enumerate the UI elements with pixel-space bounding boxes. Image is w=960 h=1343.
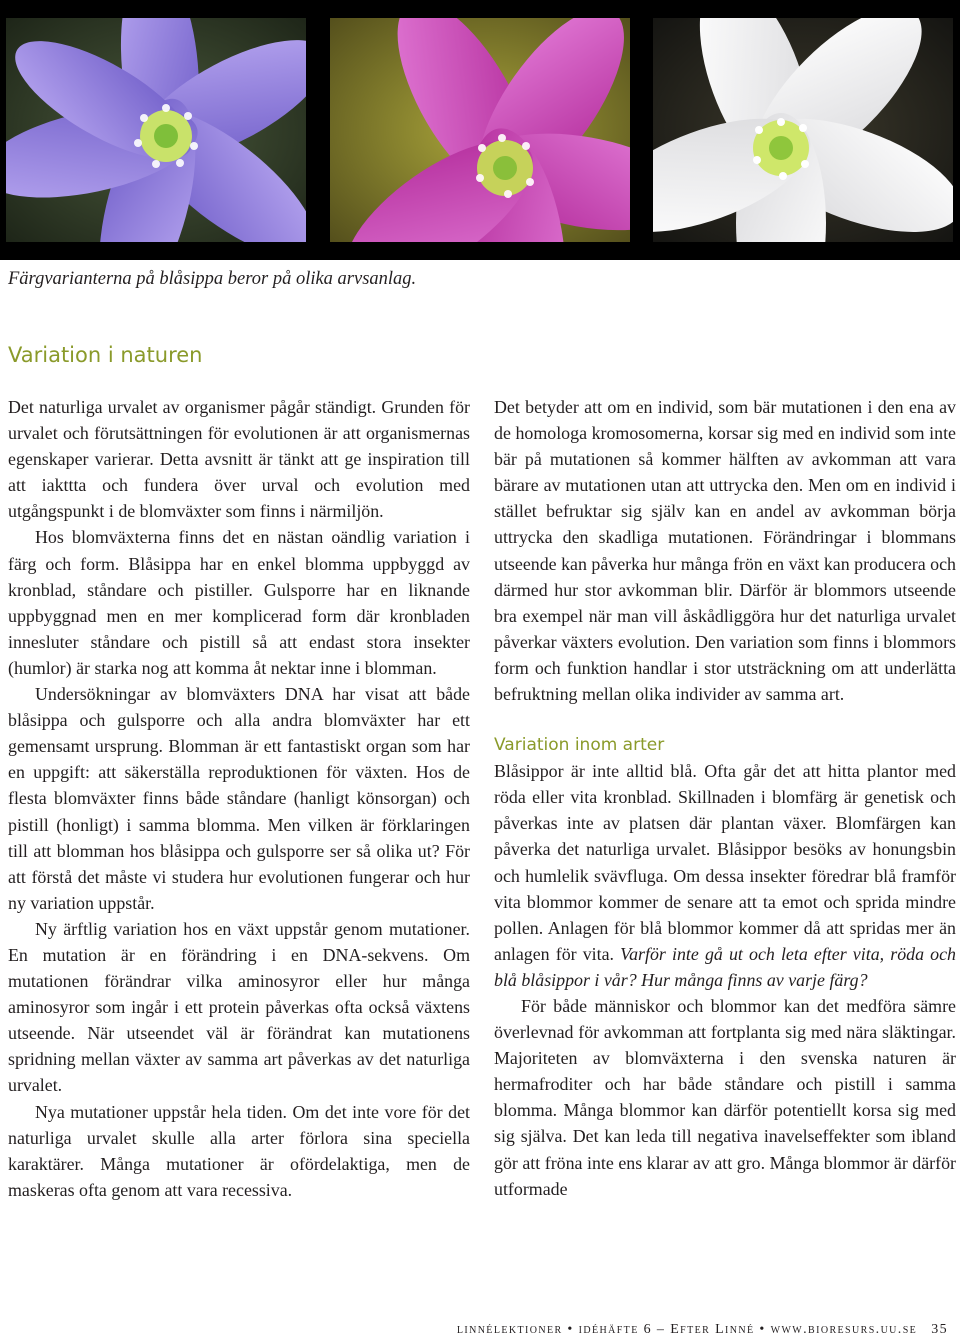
page-number: 35 xyxy=(931,1322,948,1337)
right-column xyxy=(494,394,956,1202)
paragraph: Det betyder att om en individ, som bär mutationen i den ena av de homologa kromosomerna, korsar sig med en individ som inte bär på mutationen så kommer hälften av avkomman att vara bärare av mutationen utan att uttrycka den. Men om en individ i stället befruktar sig själv kan en andel av avkomman börja uttrycka den skadliga mutationen. Förändringar i blommans utseende kan påverka hur många frön en växt kan producera och därmed hur stor avkomman blir. Därför är blommors utseende bra exempel när man vill åskådliggöra hur det naturliga urvalet påverkar växters evolution. Den variation som finns i blommors form och funktion handlar i stor utsträckning om att underlätta befruktning mellan olika individer av samma art. xyxy=(494,397,956,705)
left-column xyxy=(8,394,470,1203)
question-text: Varför inte gå ut och leta efter vita, röda och blå blåsippor i vår? Hur många finns av varje färg? xyxy=(494,943,956,990)
section-heading: Variation i naturen xyxy=(8,343,203,367)
paragraph: Hos blomväxterna finns det en nästan oändlig variation i färg och form. Blåsippa har en enkel blomma uppbyggd av kronblad, ståndare och pistiller. Gulsporre har en liknande uppbyggnad men en mer komplicerad form där kronbladen innesluter ståndare och pistill så att endast stora insekter (humlor) är starka nog att komma åt nektar inne i blomman. xyxy=(8,527,470,678)
photo-purple-flower xyxy=(6,18,306,242)
paragraph: Nya mutationer uppstår hela tiden. Om det inte vore för det naturliga urvalet skulle alla arter förlora sina speciella karaktärer. Många mutationer är ofördelaktiga, men de maskeras ofta genom att vara recessiva. xyxy=(8,1101,470,1200)
paragraph xyxy=(494,758,956,993)
photo-white-flower xyxy=(653,18,953,242)
white-hepatica-image xyxy=(653,18,953,242)
paragraph: För både människor och blommor kan det medföra sämre överlevnad för avkomman att fortplanta sig med nära släktingar. Majoriteten av blomväxterna i den svenska naturen är hermafroditer och har både ståndare och pistill i samma blomma. Många blommor kan därför potentiellt korsa sig med sig själva. Det kan leda till negativa inavelseffekter som ibland gör att fröna inte ens klarar av att gro. Många blommor är därför utformade xyxy=(494,995,956,1199)
photo-caption: Färgvarianterna på blåsippa beror på olika arvsanlag. xyxy=(8,269,417,289)
photo-band xyxy=(0,0,960,260)
footer-text: linnélektioner • idéhäfte 6 – Efter Linné • www.bioresurs.uu.se xyxy=(456,1322,918,1337)
photo-pink-flower xyxy=(330,18,630,242)
paragraph: Undersökningar av blomväxters DNA har visat att både blåsippa och gulsporre och alla andra blomväxter har ett gemensamt ursprung. Blomman är ett fantastiskt organ som har en uppgift: att säkerställa reproduktionen för växten. Hos de flesta blomväxter finns både ståndare (hanligt könsorgan) och pistill (honligt) i samma blomma. Men vilken är förklaringen till att blomman hos blåsippa och gulsporre ser så olika ut? För att förstå det måste vi studera hur evolutionen fungerar och hur ny variation uppstår. xyxy=(8,684,470,913)
page-footer xyxy=(457,1322,948,1338)
paragraph: Det naturliga urvalet av organismer pågår ständigt. Grunden för urvalet och förutsättningen för evolutionen är att organismernas egenskaper varierar. Detta avsnitt är tänkt att ge inspiration till att iakttta och fundera över urval och evolution med utgångspunkt i de blomväxter som finns i närmiljön. xyxy=(8,397,470,522)
paragraph-text: Blåsippor är inte alltid blå. Ofta går det att hitta plantor med röda eller vita kronblad. Skillnaden i blomfärg är genetisk och påverkas inte av platsen där plantan växer. Blomfärgen kan påverka det naturliga urvalet. Blåsippor besöks av honungsbin och humlelik svävfluga. Om dessa insekter föredrar blå framför vita blommor kommer de senare att ta emot och sprida mindre pollen. Anlagen för blå blommor kommer då att spridas mer än anlagen för vita. xyxy=(494,761,956,964)
subheading: Variation inom arter xyxy=(494,735,665,756)
paragraph: Ny ärftlig variation hos en växt uppstår genom mutationer. En mutation är en förändring i en DNA-sekvens. Om mutationen förändrar vilka aminosyror eller hur många aminosyror som ingår i ett protein påverkas ofta också växtens utseende. När utseendet väl är förändrat kan mutationens spridning mellan växter av samma art påverkas av det naturliga urvalet. xyxy=(8,918,470,1096)
purple-hepatica-image xyxy=(6,18,306,242)
pink-hepatica-image xyxy=(330,18,630,242)
